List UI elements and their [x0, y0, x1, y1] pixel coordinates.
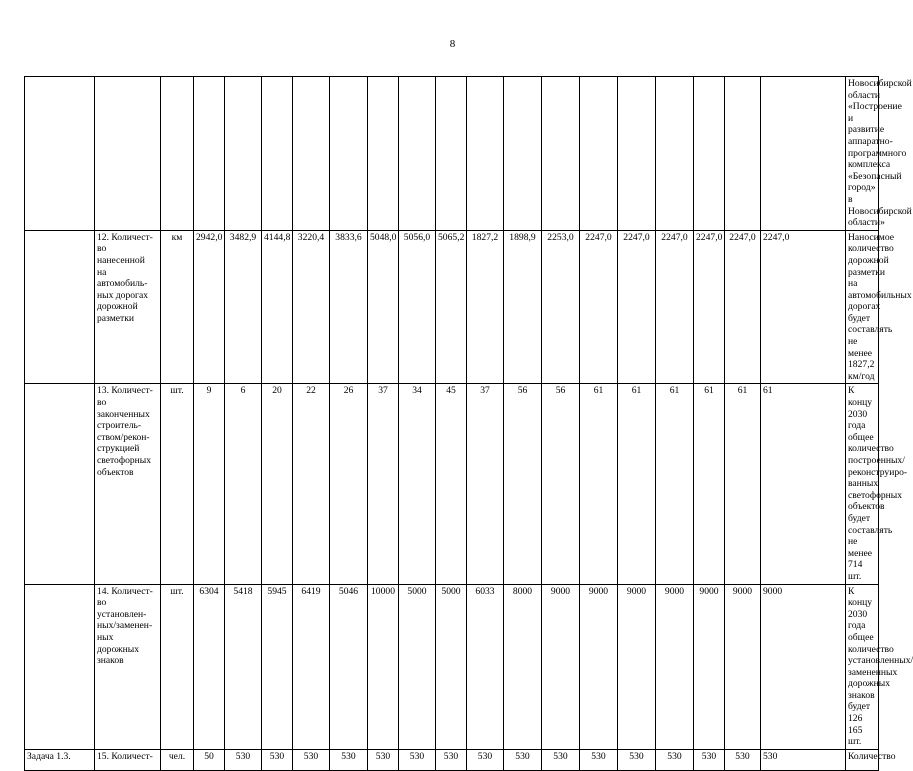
value-cell: 50 — [194, 749, 225, 770]
value-cell — [761, 384, 846, 584]
indicator-cell — [95, 77, 161, 231]
unit-cell: шт. — [161, 384, 194, 584]
value-cell: 37 — [368, 384, 399, 584]
value-cell — [656, 77, 694, 231]
unit-cell: шт. — [161, 584, 194, 749]
unit-cell: км — [161, 230, 194, 384]
table-row — [25, 77, 879, 231]
page-number: 8 — [449, 38, 456, 50]
value-cell — [293, 77, 330, 231]
value-cell: 530 — [225, 749, 262, 770]
unit-cell: чел. — [161, 749, 194, 770]
task-cell — [25, 384, 95, 584]
value-cell — [194, 77, 225, 231]
remark-cell: Новосибирской области «Построение и развитие аппаратно- программного комплекса «Безопасный город» в Новосибирской области» — [846, 77, 879, 231]
value-cell: 1898,9 — [504, 230, 542, 384]
value-cell: 61 — [725, 384, 761, 584]
value-cell: 3482,9 — [225, 230, 262, 384]
value-cell: 5056,0 — [399, 230, 436, 384]
value-cell: 530 — [262, 749, 293, 770]
value-cell: 61 — [618, 384, 656, 584]
value-cell: 530 — [399, 749, 436, 770]
value-cell — [725, 77, 761, 231]
task-cell — [25, 584, 95, 749]
value-cell: 2247,0 — [694, 230, 725, 384]
value-cell: 530 — [330, 749, 368, 770]
value-cell: 1827,2 — [467, 230, 504, 384]
value-cell: 9000 — [694, 584, 725, 749]
unit-cell — [161, 77, 194, 231]
value-cell: 9000 — [725, 584, 761, 749]
value-cell: 2247,0 — [725, 230, 761, 384]
table-row: 13. Количест- во законченных строитель- ством/рекон- струкцией светофорных объектов шт. 9 6 20 22 26 37 34 45 37 56 56 61 61 61 61 61 61 К концу 2030 года общее количество построенных/ реконструиро- ванных светофорных объектов будет составлять не менее 714 шт. — [25, 384, 879, 584]
value-cell — [761, 230, 846, 384]
value-cell: 56 — [504, 384, 542, 584]
value-cell — [467, 77, 504, 231]
value-cell — [694, 77, 725, 231]
value-cell — [262, 77, 293, 231]
value-cell: 2942,0 — [194, 230, 225, 384]
value-cell — [761, 584, 846, 749]
value-cell: 5945 — [262, 584, 293, 749]
value-cell: 3220,4 — [293, 230, 330, 384]
value-cell: 2253,0 — [542, 230, 580, 384]
task-cell: Задача 1.3. — [25, 749, 95, 770]
value-cell: 530 — [467, 749, 504, 770]
remark-cell: К концу 2030 года общее количество построенных/ реконструиро- ванных светофорных объектов будет составлять не менее 714 шт. — [846, 384, 879, 584]
value-cell — [330, 77, 368, 231]
value-cell: 530 — [436, 749, 467, 770]
value-cell — [225, 77, 262, 231]
value-cell — [504, 77, 542, 231]
value-cell: 9 — [194, 384, 225, 584]
table-row: 12. Количест- во нанесенной на автомобиль- ных дорогах дорожной разметки км 2942,0 3482,9 4144,8 3220,4 3833,6 5048,0 5056,0 5065,2 1827,2 1898,9 2253,0 2247,0 2247,0 2247,0 2247,0 2247,0 2247,0 Наносимое количество дорожной разметки на автомобильных дорогах будет составлять не менее 1827,2 км/год — [25, 230, 879, 384]
value-cell: 6304 — [194, 584, 225, 749]
value-cell: 9000 — [580, 584, 618, 749]
value-cell: 34 — [399, 384, 436, 584]
table-row: Задача 1.3. 15. Количест- чел. 50 530 530 530 530 530 530 530 530 530 530 530 530 530 530 530 530 Количество — [25, 749, 879, 770]
value-cell: 530 — [580, 749, 618, 770]
task-cell — [25, 230, 95, 384]
value-cell — [618, 77, 656, 231]
value-cell: 22 — [293, 384, 330, 584]
indicator-cell: 15. Количест- — [95, 749, 161, 770]
remark-cell: Количество — [846, 749, 879, 770]
value-cell — [761, 77, 846, 231]
value-cell: 530 — [542, 749, 580, 770]
value-cell: 530 — [725, 749, 761, 770]
value-cell: 56 — [542, 384, 580, 584]
value-cell: 9000 — [656, 584, 694, 749]
value-cell: 2247,0 — [656, 230, 694, 384]
value-cell: 5048,0 — [368, 230, 399, 384]
value-cell: 2247,0 — [618, 230, 656, 384]
value-cell — [436, 77, 467, 231]
value-cell: 530 — [694, 749, 725, 770]
value-cell — [399, 77, 436, 231]
value-cell: 4144,8 — [262, 230, 293, 384]
value-cell: 530 — [618, 749, 656, 770]
value-cell: 530 — [368, 749, 399, 770]
value-cell: 530 — [504, 749, 542, 770]
value-cell: 3833,6 — [330, 230, 368, 384]
value-cell: 9000 — [618, 584, 656, 749]
value-cell: 5000 — [436, 584, 467, 749]
remark-cell: К концу 2030 года общее количество установленных/ замененных дорожных знаков будет 126 165 шт. — [846, 584, 879, 749]
value-cell: 5418 — [225, 584, 262, 749]
value-cell — [580, 77, 618, 231]
value-cell: 530 — [656, 749, 694, 770]
value-cell: 2247,0 — [580, 230, 618, 384]
value-cell: 20 — [262, 384, 293, 584]
indicators-table — [24, 76, 913, 771]
indicator-cell: 14. Количест- во установлен- ных/заменен- ных дорожных знаков — [95, 584, 161, 749]
value-cell — [542, 77, 580, 231]
task-cell — [25, 77, 95, 231]
value-cell: 6 — [225, 384, 262, 584]
indicator-cell: 12. Количест- во нанесенной на автомобиль- ных дорогах дорожной разметки — [95, 230, 161, 384]
value-cell: 5046 — [330, 584, 368, 749]
value-cell: 9000 — [542, 584, 580, 749]
remark-cell: Наносимое количество дорожной разметки на автомобильных дорогах будет составлять не менее 1827,2 км/год — [846, 230, 879, 384]
value-cell: 8000 — [504, 584, 542, 749]
value-cell: 61 — [694, 384, 725, 584]
value-cell: 37 — [467, 384, 504, 584]
value-cell: 45 — [436, 384, 467, 584]
value-cell: 6033 — [467, 584, 504, 749]
indicator-cell: 13. Количест- во законченных строитель- ством/рекон- струкцией светофорных объектов — [95, 384, 161, 584]
value-cell: 5065,2 — [436, 230, 467, 384]
value-cell — [368, 77, 399, 231]
value-cell: 5000 — [399, 584, 436, 749]
value-cell: 61 — [580, 384, 618, 584]
value-cell: 26 — [330, 384, 368, 584]
value-cell: 61 — [656, 384, 694, 584]
value-cell: 6419 — [293, 584, 330, 749]
value-cell: 530 — [293, 749, 330, 770]
table-row: 14. Количест- во установлен- ных/заменен- ных дорожных знаков шт. 6304 5418 5945 6419 5046 10000 5000 5000 6033 8000 9000 9000 9000 9000 9000 9000 9000 К концу 2030 года общее количество установленных/ замененных дорожных знаков будет 126 165 шт. — [25, 584, 879, 749]
value-cell: 10000 — [368, 584, 399, 749]
